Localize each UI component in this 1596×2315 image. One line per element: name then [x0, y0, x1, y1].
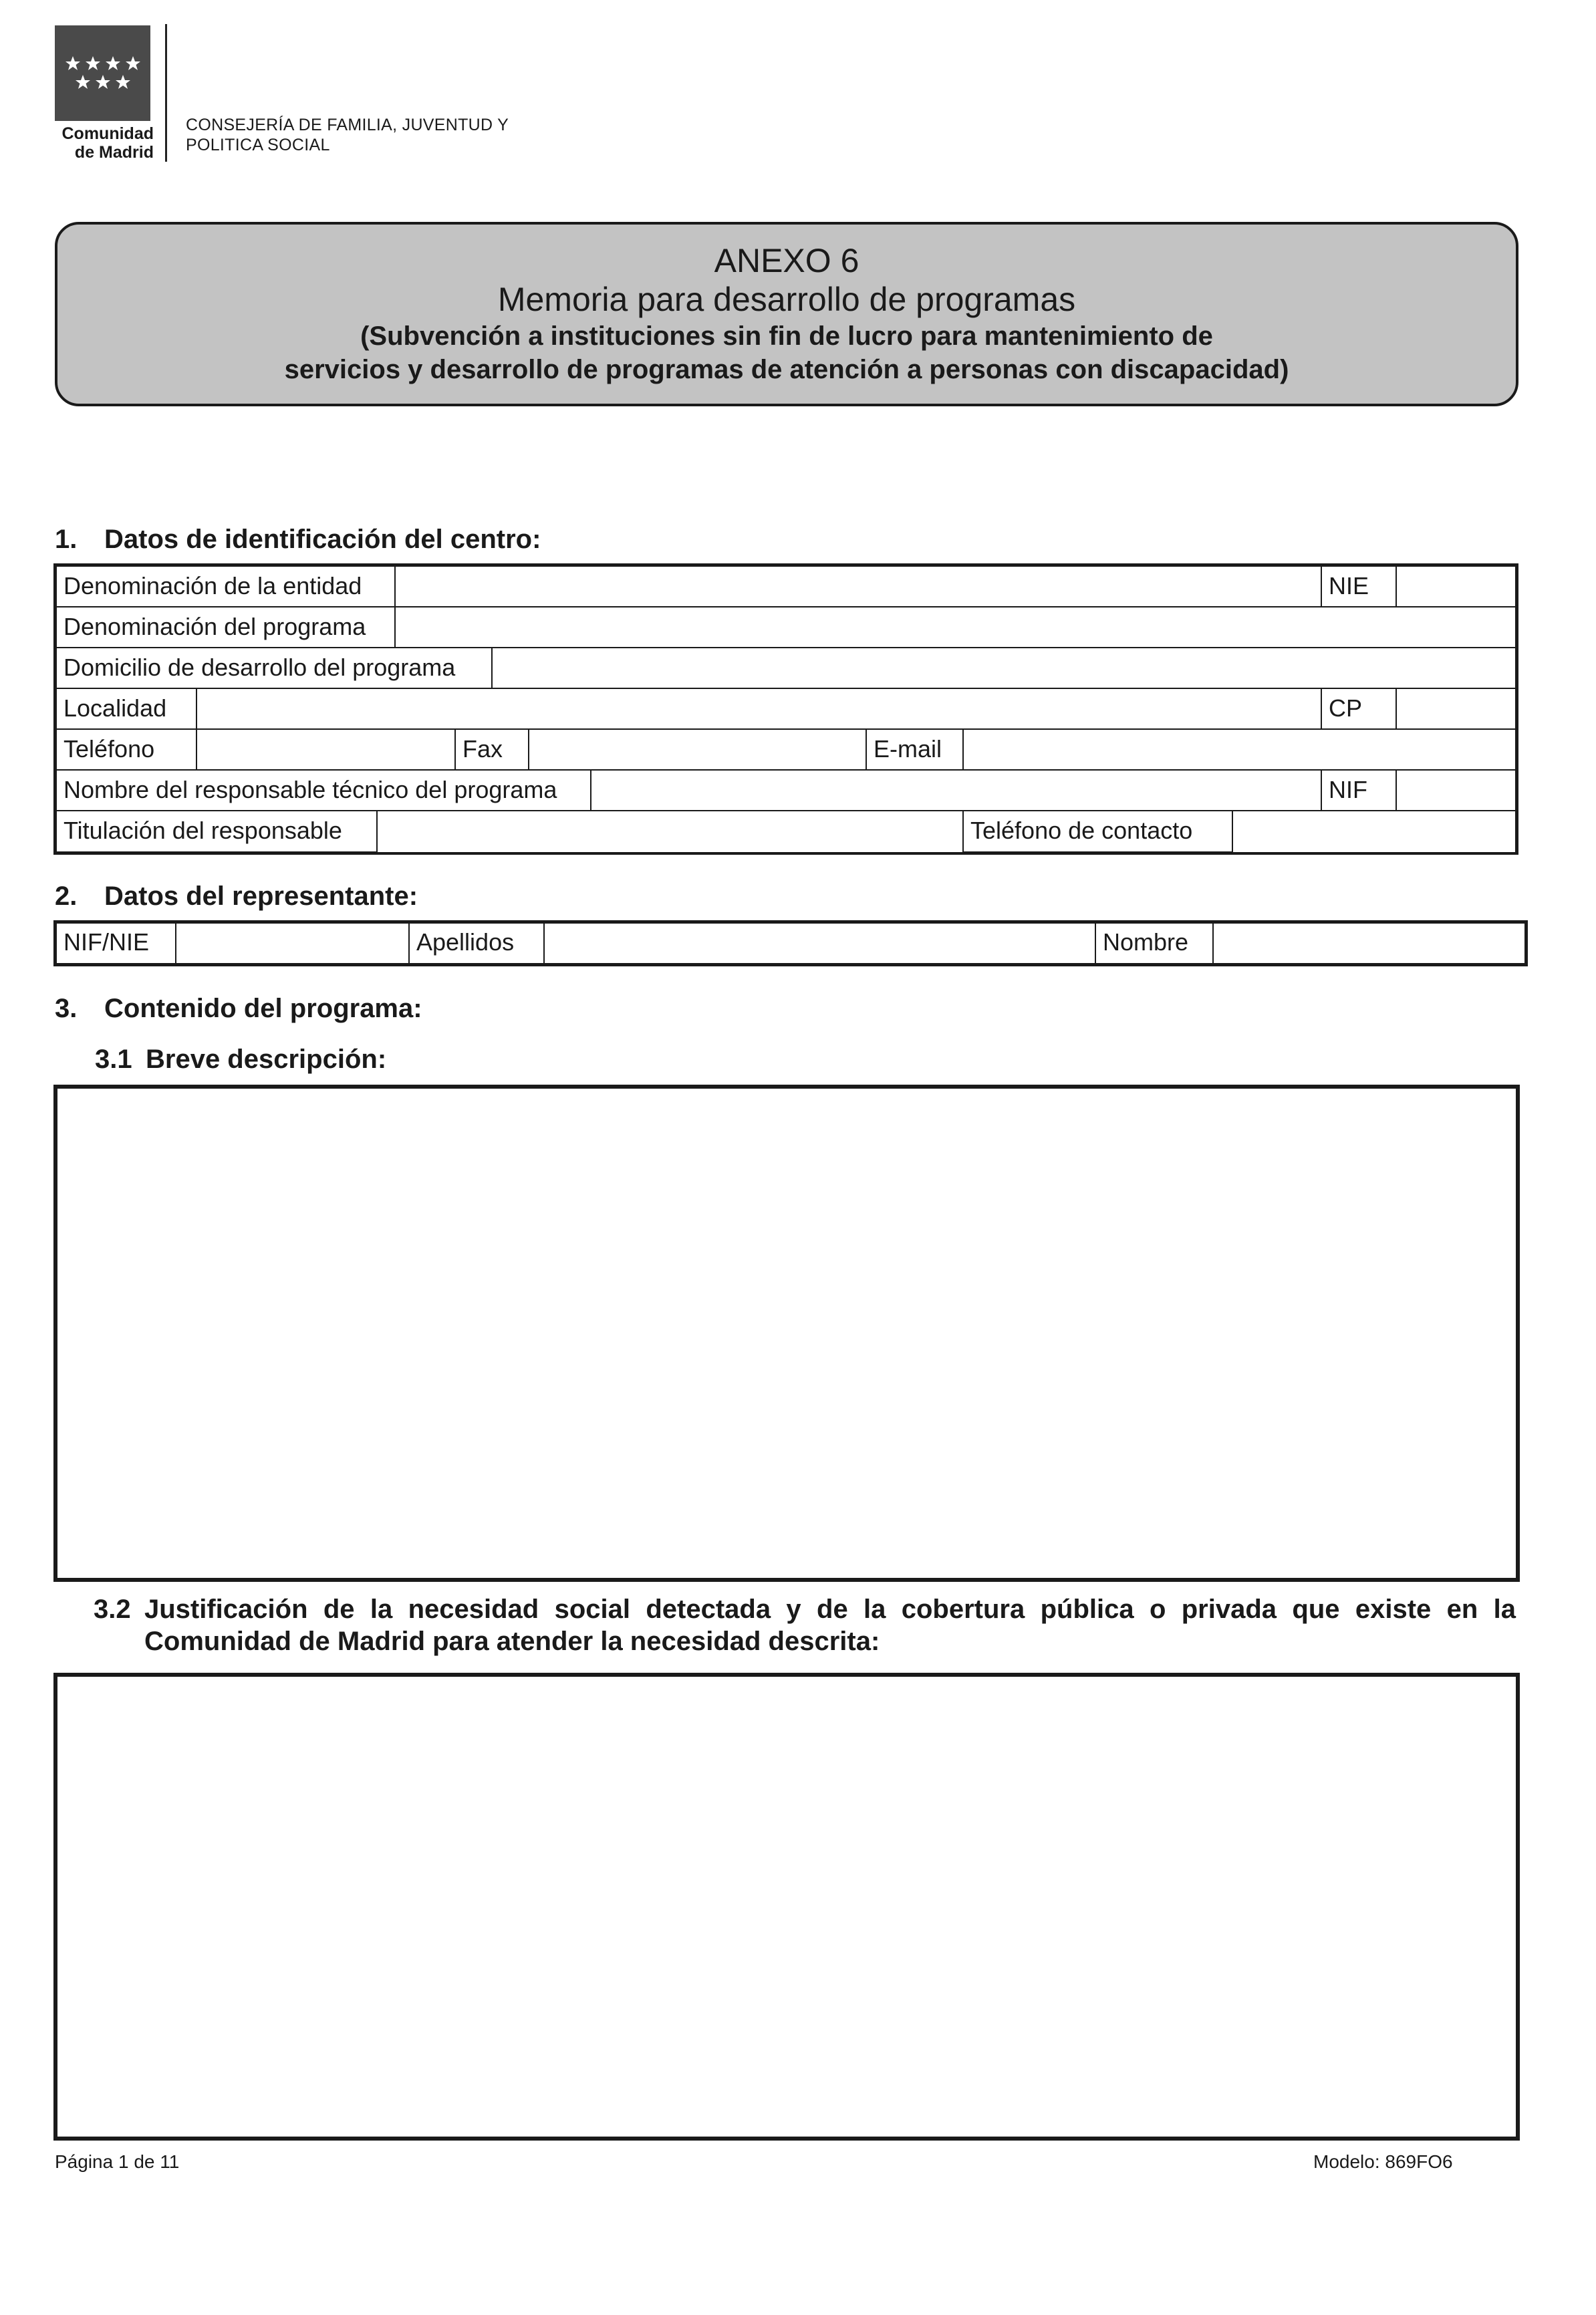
label-email: E-mail [866, 730, 962, 769]
form-row [57, 607, 1515, 648]
document-subtitle-line1: (Subvención a instituciones sin fin de lucro para mantenimiento de [360, 321, 1213, 351]
representative-name-field[interactable] [1212, 924, 1524, 963]
logo-wordmark: Comunidad de Madrid [61, 124, 154, 162]
page-number: Página 1 de 11 [55, 2151, 180, 2172]
annex-number: ANEXO 6 [714, 242, 859, 279]
centre-identification-form [53, 563, 1518, 855]
label-phone: Teléfono [63, 735, 155, 763]
social-need-justification-textarea[interactable] [53, 1673, 1520, 2141]
label-fax: Fax [454, 730, 528, 769]
label-locality: Localidad [63, 694, 167, 722]
label-postal-code: CP [1321, 689, 1395, 728]
postal-code-field[interactable] [1395, 689, 1515, 728]
section-1-heading: 1. Datos de identificación del centro: [55, 525, 541, 554]
document-title: Memoria para desarrollo de programas [497, 281, 1076, 318]
label-name: Nombre [1095, 924, 1212, 963]
representative-surnames-field[interactable] [543, 924, 1095, 963]
locality-field[interactable] [196, 689, 1321, 728]
form-row [57, 567, 1515, 607]
representative-form [53, 920, 1528, 966]
form-model-code: Modelo: 869FO6 [1313, 2151, 1453, 2172]
label-program-address: Domicilio de desarrollo del programa [63, 654, 456, 681]
technical-manager-field[interactable] [590, 771, 1321, 810]
manager-qualification-field[interactable] [376, 811, 962, 852]
nif-field[interactable] [1395, 771, 1515, 810]
section-3-2-heading: 3.2 Justificación de la necesidad social detectada y de la cobertura pública o privada que existe en la Comunidad de Madrid para atender la necesidad descrita: [94, 1595, 1516, 1656]
label-technical-manager: Nombre del responsable técnico del programa [63, 776, 557, 803]
document-subtitle-line2: servicios y desarrollo de programas de atención a personas con discapacidad) [284, 355, 1289, 384]
brief-description-textarea[interactable] [53, 1085, 1520, 1582]
label-surnames: Apellidos [408, 924, 543, 963]
form-row [57, 648, 1515, 689]
section-2-heading: 2. Datos del representante: [55, 881, 418, 911]
form-row [57, 924, 1524, 963]
label-nie: NIE [1321, 567, 1395, 606]
contact-phone-field[interactable] [1232, 811, 1515, 852]
label-nif: NIF [1321, 771, 1395, 810]
section-3-heading: 3. Contenido del programa: [55, 994, 422, 1023]
form-row [57, 771, 1515, 811]
section-3-1-heading: 3.1 Breve descripción: [95, 1045, 387, 1074]
header-divider [165, 24, 167, 162]
entity-name-field[interactable] [394, 567, 1321, 606]
form-row [57, 811, 1515, 852]
phone-field[interactable] [196, 730, 454, 769]
region-flag-logo [55, 25, 150, 121]
label-entity-name: Denominación de la entidad [63, 572, 362, 599]
title-banner [55, 222, 1518, 406]
program-address-field[interactable] [491, 648, 1515, 688]
label-contact-phone: Teléfono de contacto [962, 811, 1232, 852]
form-row [57, 689, 1515, 730]
label-nif-nie: NIF/NIE [63, 928, 150, 956]
nie-field[interactable] [1395, 567, 1515, 606]
email-field[interactable] [962, 730, 1515, 769]
representative-nif-nie-field[interactable] [175, 924, 408, 963]
label-program-name: Denominación del programa [63, 613, 366, 640]
label-manager-qualification: Titulación del responsable [63, 817, 342, 844]
stars-icon [63, 47, 143, 100]
form-row [57, 730, 1515, 771]
program-name-field[interactable] [394, 607, 1515, 647]
department-name: CONSEJERÍA DE FAMILIA, JUVENTUD Y POLITICA SOCIAL [186, 116, 509, 154]
fax-field[interactable] [528, 730, 866, 769]
